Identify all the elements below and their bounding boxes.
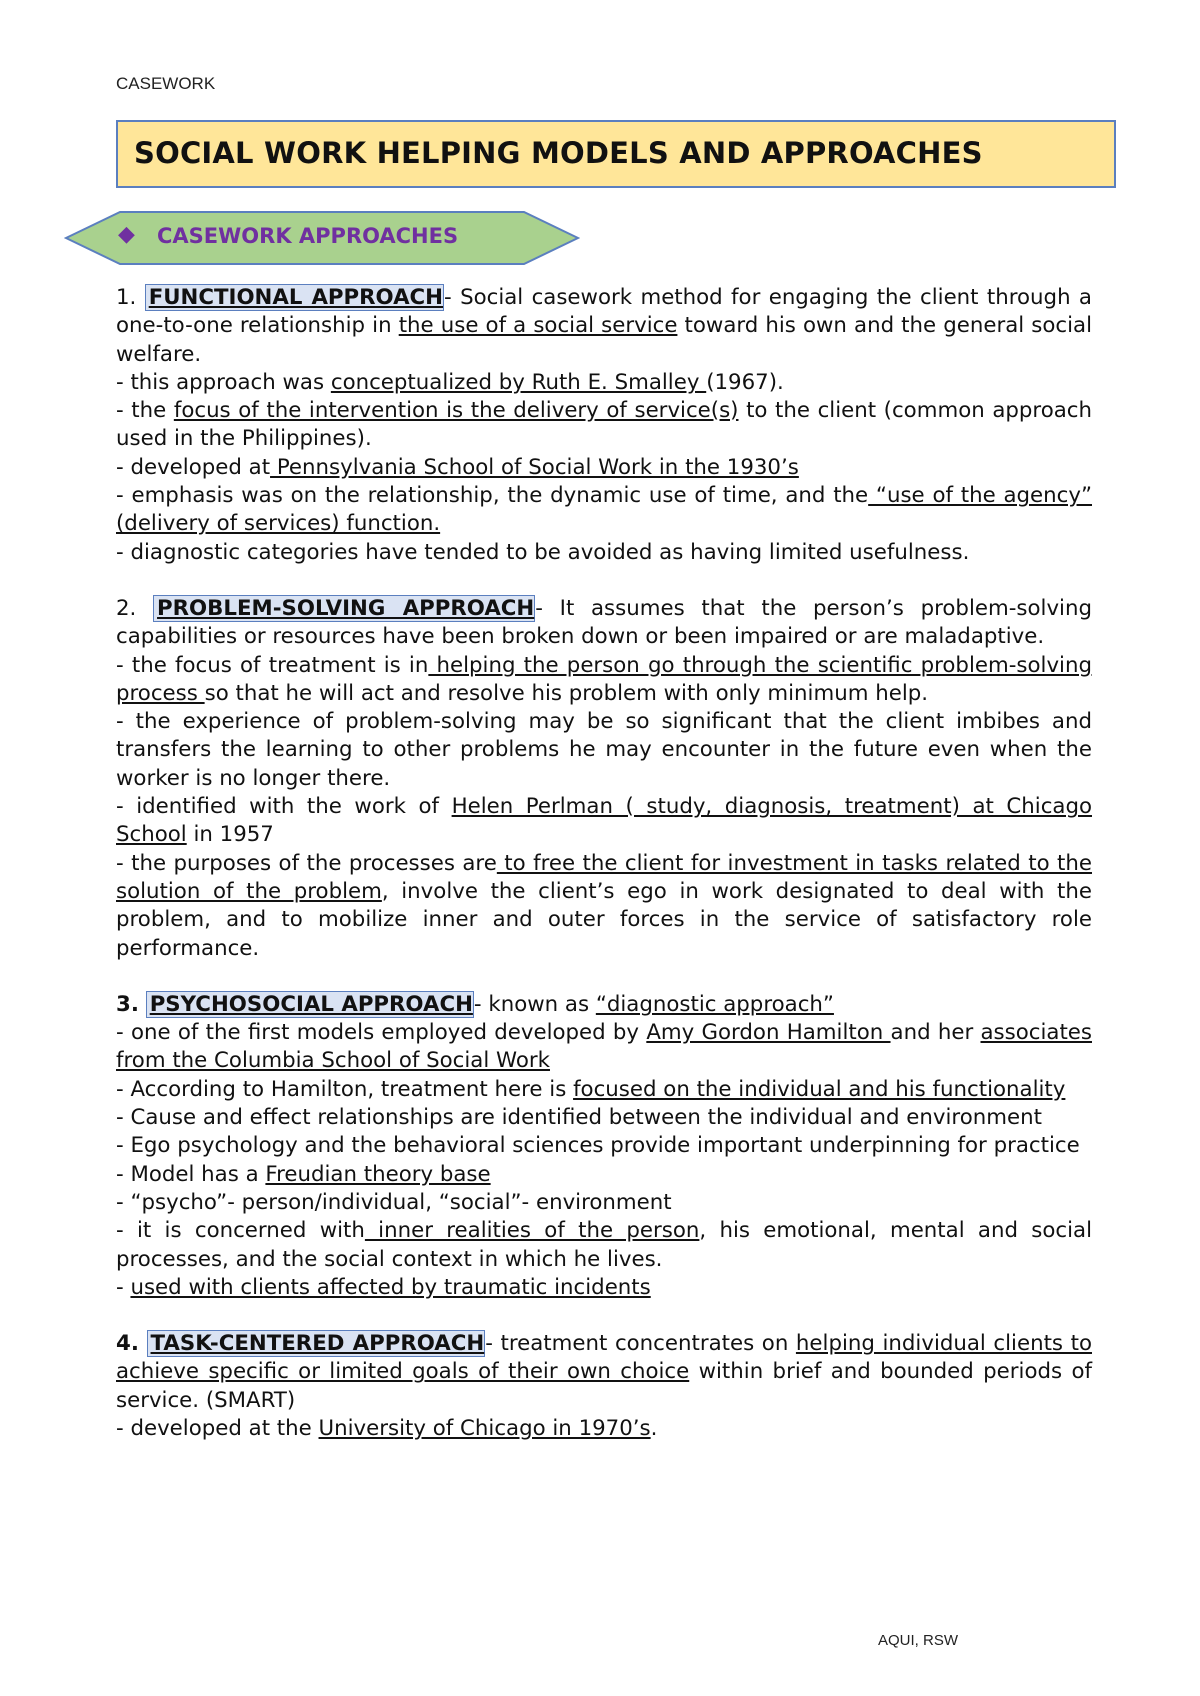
bullet-line <box>116 1161 1092 1189</box>
underlined-text: the use of a social service <box>398 313 678 339</box>
section-problem-solving <box>116 595 1092 652</box>
bullet-line <box>116 850 1092 963</box>
paragraph-text: - It assumes that the person’s problem-solving capabilities or resources have been broken down or been impaired or are maladaptive. <box>116 595 1092 650</box>
paragraph-text: - the <box>116 398 174 424</box>
underlined-text: helping individual clients to achieve specific or limited goals of their own choice <box>116 1331 1092 1385</box>
section-banner <box>64 210 580 266</box>
underlined-text: conceptualized by Ruth E. Smalley <box>330 369 707 395</box>
underlined-text: Pennsylvania School of Social Work in the 1930’s <box>270 454 799 480</box>
underlined-text: Freudian theory base <box>265 1161 491 1187</box>
section-heading: PROBLEM-SOLVING APPROACH <box>153 595 535 622</box>
page-header: CASEWORK <box>116 74 216 93</box>
paragraph-text: - Social casework method for engaging the client through a one-to-one relationship in <box>116 285 1092 339</box>
paragraph-text: - According to Hamilton, treatment here is <box>116 1076 574 1102</box>
paragraph-text: - the purposes of the processes are <box>116 850 497 876</box>
paragraph-text: - emphasis was on the relationship, the dynamic use of time, and the <box>116 483 869 509</box>
bullet-line <box>116 1415 1092 1443</box>
paragraph-text: - one of the first models employed developed by <box>116 1020 647 1046</box>
underlined-text: “use of the agency” (delivery of services) function. <box>116 483 1092 537</box>
bullet-line <box>116 482 1092 539</box>
paragraph-text: - this approach was <box>116 369 331 395</box>
underlined-text: Helen Perlman ( study, diagnosis, treatment) at Chicago School <box>116 794 1092 848</box>
section-heading: TASK-CENTERED APPROACH <box>147 1330 486 1357</box>
paragraph-text: in 1957 <box>186 822 274 848</box>
bullet-line <box>116 1189 1092 1217</box>
bullet-line <box>116 539 1092 567</box>
paragraph-text: - the experience of problem-solving may be so significant that the client imbibes and transfers the learning to other problems he may encounter in the future even when the worker is no longer there. <box>116 709 1092 791</box>
paragraph-text: - diagnostic categories have tended to be avoided as having limited usefulness. <box>116 539 970 565</box>
bullet-line <box>116 1274 1092 1302</box>
paragraph-text: - Model has a <box>116 1161 266 1187</box>
bullet-line <box>116 1076 1092 1104</box>
paragraph-text: within brief and bounded periods of service. (SMART) <box>116 1359 1092 1413</box>
underlined-text: to free the client for investment in tasks related to the solution of the problem <box>116 850 1092 904</box>
section-functional <box>116 284 1092 369</box>
bullet-line <box>116 1217 1092 1274</box>
underlined-text: focused on the individual and his functionality <box>573 1076 1066 1102</box>
diamond-bullet-icon: ◆ <box>118 222 135 247</box>
underlined-text: inner realities of the person <box>364 1218 700 1244</box>
paragraph-text: - it is concerned with <box>116 1218 365 1244</box>
section-number: 2. <box>116 595 137 621</box>
bullet-line <box>116 454 1092 482</box>
section-heading: PSYCHOSOCIAL APPROACH <box>146 991 474 1018</box>
section-psychosocial <box>116 991 1092 1019</box>
section-number: 1. <box>116 285 137 310</box>
underlined-text: helping the person go through the scientific problem-solving process <box>116 652 1092 706</box>
bullet-line <box>116 397 1092 454</box>
paragraph-text: - identified with the work of <box>116 794 452 820</box>
paragraph-text: , involve the client’s ego in work designated to deal with the problem, and to mobilize inner and outer forces in the service of satisfactory role performance. <box>116 878 1093 961</box>
paragraph-text: , his emotional, mental and social processes, and the social context in which he lives. <box>116 1218 1092 1272</box>
paragraph-text: toward his own and the general social welfare. <box>116 313 1092 367</box>
underlined-text: University of Chicago in 1970’s <box>318 1415 651 1441</box>
section-number: 3. <box>116 991 139 1017</box>
underlined-text: focus of the intervention is the delivery of service(s) <box>173 398 739 424</box>
banner-label: CASEWORK APPROACHES <box>157 224 459 248</box>
bullet-line <box>116 1104 1092 1132</box>
bullet-line <box>116 1132 1092 1160</box>
paragraph-text: - developed at <box>116 454 271 480</box>
underlined-text: associates from the Columbia School of Social Work <box>116 1020 1092 1074</box>
underlined-text: “diagnostic approach” <box>595 991 834 1017</box>
paragraph-text: to the client (common approach used in the Philippines). <box>116 398 1092 452</box>
bullet-line <box>116 793 1092 850</box>
bullet-line <box>116 652 1092 709</box>
paragraph-text: - Ego psychology and the behavioral sciences provide important underpinning for practice <box>116 1133 1080 1159</box>
paragraph-text: - “psycho”- person/individual, “social”- environment <box>116 1189 672 1215</box>
paragraph-text: - treatment concentrates on <box>485 1331 796 1357</box>
paragraph-text: - known as <box>473 991 596 1017</box>
document-body <box>116 284 1092 1443</box>
section-number: 4. <box>116 1331 139 1357</box>
underlined-text: used with clients affected by traumatic incidents <box>130 1274 651 1300</box>
paragraph-text: - the focus of treatment is in <box>116 652 429 678</box>
paragraph-text: - Cause and effect relationships are identified between the individual and environment <box>116 1105 1042 1131</box>
paragraph-text: . <box>650 1415 658 1441</box>
paragraph-text: so that he will act and resolve his problem with only minimum help. <box>204 680 929 706</box>
bullet-line <box>116 708 1092 793</box>
section-heading: FUNCTIONAL APPROACH <box>145 284 444 311</box>
section-task-centered <box>116 1330 1092 1415</box>
title-box <box>116 120 1116 188</box>
paragraph-text: and her <box>890 1020 981 1046</box>
bullet-line <box>116 1019 1092 1076</box>
bullet-line <box>116 369 1092 397</box>
page-footer: AQUI, RSW <box>878 1632 959 1649</box>
paragraph-text: (1967). <box>706 369 784 395</box>
document-title: SOCIAL WORK HELPING MODELS AND APPROACHES <box>134 136 983 170</box>
underlined-text: Amy Gordon Hamilton <box>646 1020 891 1046</box>
paragraph-text: - developed at the <box>116 1415 319 1441</box>
paragraph-text: - <box>116 1274 131 1300</box>
